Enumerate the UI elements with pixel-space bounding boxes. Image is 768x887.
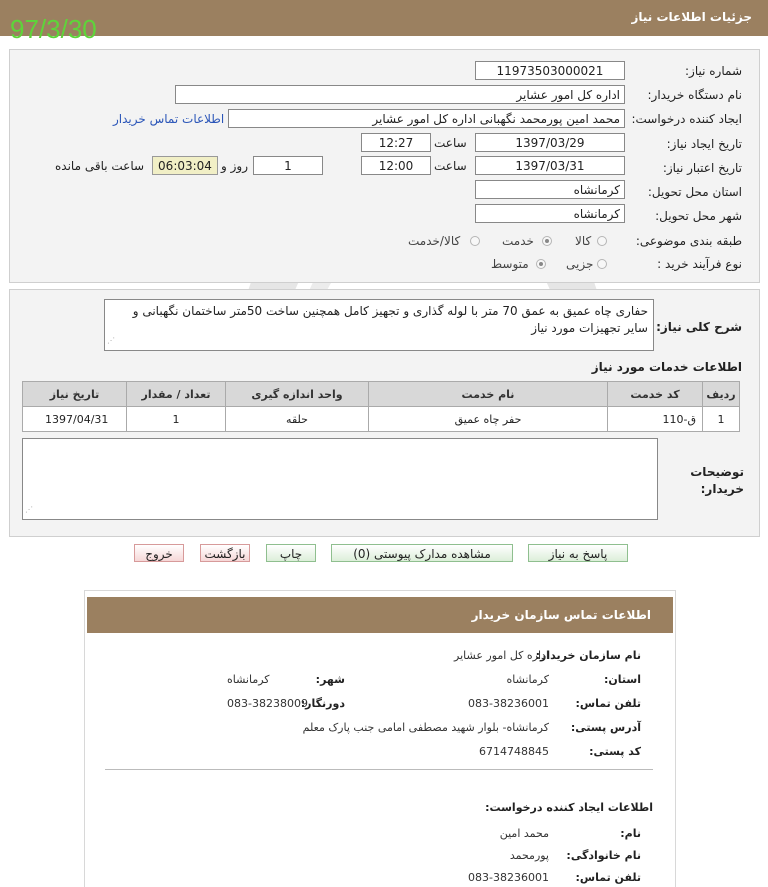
city-label: شهر محل تحویل:	[655, 209, 742, 223]
purchase-option-medium: متوسط	[491, 257, 529, 271]
stamp-date: 97/3/30	[10, 14, 97, 44]
province-field: کرمانشاه	[475, 180, 625, 199]
buyer-contact-card	[84, 590, 676, 887]
valid-date-label: تاریخ اعتبار نیاز:	[662, 161, 742, 175]
fax-value: 083-38238009	[227, 697, 308, 710]
need-number-field: 11973503000021	[475, 61, 625, 80]
address-label: آدرس پستی:	[570, 721, 641, 734]
column-header: تعداد / مقدار	[127, 382, 226, 407]
description-label: شرح کلی نیاز:	[656, 320, 742, 334]
province-value: کرمانشاه	[506, 673, 549, 686]
purchase-type-label: نوع فرآیند خرید :	[657, 257, 742, 271]
last-name-label: نام خانوادگی:	[566, 849, 641, 862]
org-name-value: اداره کل امور عشایر	[454, 649, 549, 662]
province-label: استان:	[604, 673, 641, 686]
services-title: اطلاعات خدمات مورد نیاز	[591, 360, 742, 374]
first-name-value: محمد امین	[499, 827, 549, 840]
buyer-notes-label: توضیحات خریدار:	[690, 465, 744, 496]
address-value: کرمانشاه- بلوار شهید مصطفی امامی جنب پارک معلم	[302, 721, 549, 734]
valid-time-label: ساعت	[434, 159, 467, 173]
category-radio-goods-service[interactable]	[470, 236, 480, 246]
remaining-time-label: ساعت باقی مانده	[55, 159, 145, 173]
postal-code-label: کد پستی:	[589, 745, 641, 758]
need-number-label: شماره نیاز:	[685, 64, 742, 78]
resize-grip-icon: ⋰	[107, 336, 115, 345]
table-cell: ق-110	[608, 407, 703, 432]
days-and-label: روز و	[221, 159, 248, 173]
purchase-radio-minor[interactable]	[597, 259, 607, 269]
table-cell: 1	[127, 407, 226, 432]
last-name-value: پورمحمد	[509, 849, 549, 862]
page-title: جزئیات اطلاعات نیاز	[631, 10, 752, 24]
org-name-label: نام سازمان خریدار:	[535, 649, 641, 662]
purchase-option-minor: جزیی	[566, 257, 594, 271]
postal-code-value: 6714748845	[479, 745, 549, 758]
phone-label: تلفن تماس:	[575, 697, 641, 710]
created-time-label: ساعت	[434, 136, 467, 150]
category-radio-service[interactable]	[542, 236, 552, 246]
first-name-label: نام:	[620, 827, 641, 840]
buyer-org-field: اداره کل امور عشایر	[175, 85, 625, 104]
column-header: کد خدمت	[608, 382, 703, 407]
category-option-service: خدمت	[502, 234, 534, 248]
purchase-radio-medium[interactable]	[536, 259, 546, 269]
services-header-row	[23, 382, 740, 407]
title-bar	[0, 0, 768, 36]
services-table	[22, 381, 740, 432]
creator-field: محمد امین پورمحمد نگهبانی اداره کل امور عشایر	[228, 109, 625, 128]
column-header: نام خدمت	[369, 382, 608, 407]
city-field: کرمانشاه	[475, 204, 625, 223]
buyer-notes-textarea[interactable]	[22, 438, 658, 520]
reply-button[interactable]: پاسخ به نیاز	[528, 544, 628, 562]
category-label: طبقه بندی موضوعی:	[635, 234, 742, 248]
buyer-contact-link[interactable]: اطلاعات تماس خریدار	[113, 112, 225, 126]
creator-phone-value: 083-38236001	[468, 871, 549, 884]
creator-phone-label: تلفن تماس:	[575, 871, 641, 884]
table-cell: 1	[703, 407, 740, 432]
table-row	[23, 407, 740, 432]
creator-label: ایجاد کننده درخواست:	[631, 112, 742, 126]
table-cell: 1397/04/31	[23, 407, 127, 432]
created-date-field: 1397/03/29	[475, 133, 625, 152]
valid-date-field: 1397/03/31	[475, 156, 625, 175]
buyer-org-label: نام دستگاه خریدار:	[647, 88, 742, 102]
city-value: کرمانشاه	[227, 673, 270, 686]
view-attachments-button[interactable]: مشاهده مدارک پیوستی (0)	[331, 544, 513, 562]
fax-label: دورنگار:	[300, 697, 345, 710]
province-label: استان محل تحویل:	[647, 185, 742, 199]
remaining-time-field: 06:03:04	[152, 156, 218, 175]
description-text: حفاری چاه عمیق به عمق 70 متر با لوله گذاری و تجهیز کامل همچنین ساخت 50متر ساختمان نگهبانی و سایر تجهیزات مورد نیاز	[132, 304, 648, 335]
remaining-days-field: 1	[253, 156, 323, 175]
category-radio-goods[interactable]	[597, 236, 607, 246]
phone-value: 083-38236001	[468, 697, 549, 710]
city-label: شهر:	[315, 673, 345, 686]
column-header: واحد اندازه گیری	[226, 382, 369, 407]
table-cell: حفر چاه عمیق	[369, 407, 608, 432]
category-option-goods-service: کالا/خدمت	[408, 234, 461, 248]
back-button[interactable]: بازگشت	[200, 544, 250, 562]
description-textarea[interactable]	[104, 299, 654, 351]
column-header: تاریخ نیاز	[23, 382, 127, 407]
print-button[interactable]: چاپ	[266, 544, 316, 562]
created-time-field: 12:27	[361, 133, 431, 152]
table-cell: حلقه	[226, 407, 369, 432]
valid-time-field: 12:00	[361, 156, 431, 175]
created-date-label: تاریخ ایجاد نیاز:	[666, 137, 742, 151]
section-divider	[105, 769, 653, 770]
column-header: ردیف	[703, 382, 740, 407]
category-option-goods: کالا	[575, 234, 592, 248]
contact-card-title: اطلاعات تماس سازمان خریدار	[471, 608, 651, 622]
resize-grip-icon: ⋰	[25, 505, 33, 514]
exit-button[interactable]: خروج	[134, 544, 184, 562]
creator-section-title: اطلاعات ایجاد کننده درخواست:	[485, 801, 653, 814]
contact-card-header	[87, 597, 673, 633]
